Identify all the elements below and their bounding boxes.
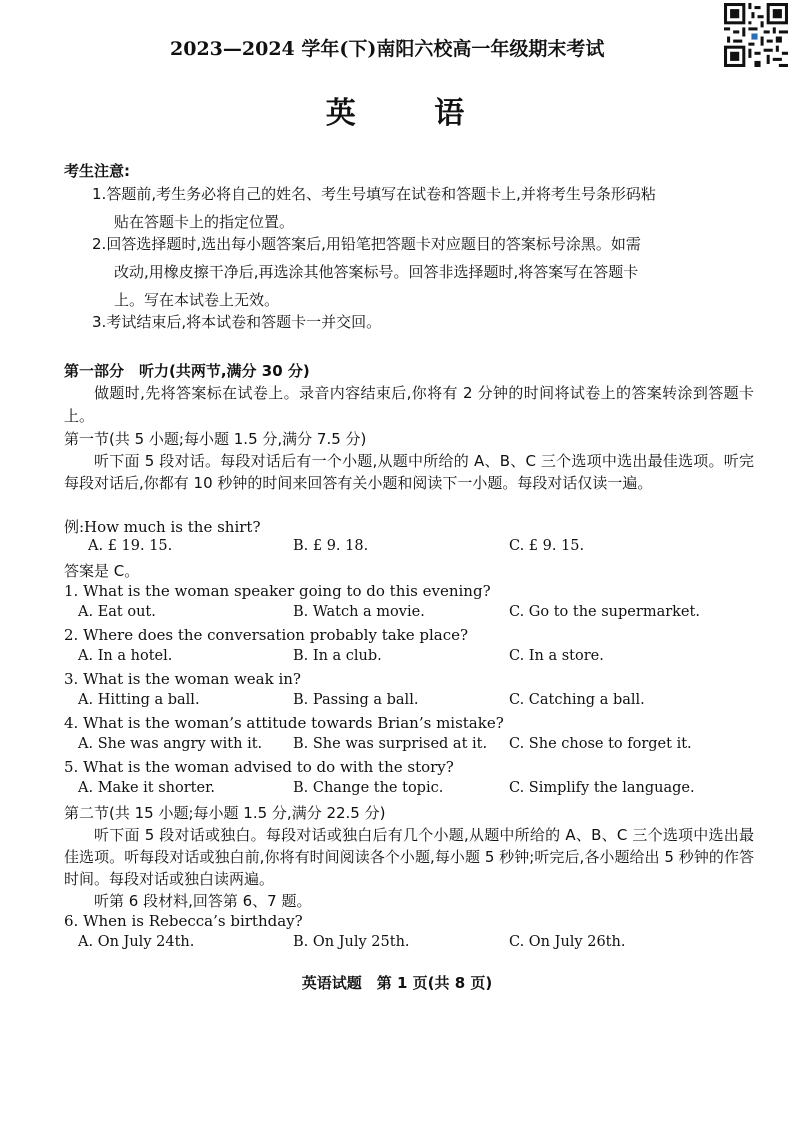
notice-item-number: 3. [92, 313, 107, 331]
notice-item-1 [92, 180, 742, 236]
notice-item-text: 贴在答题卡上的指定位置。 [114, 213, 295, 231]
question-2-option-b: B. In a club. [293, 648, 382, 664]
question-5: 5. What is the woman advised to do with the story? [64, 758, 454, 776]
section2-title: 第二节(共 15 小题;每小题 1.5 分,满分 22.5 分) [64, 804, 386, 822]
example-option-a: A. £ 19. 15. [88, 538, 173, 554]
question-4-option-a: A. She was angry with it. [78, 736, 263, 752]
part1-intro: 做题时,先将答案标在试卷上。录音内容结束后,你将有 2 分钟的时间将试卷上的答案转涂到答题卡上。 [64, 384, 754, 425]
question-3: 3. What is the woman weak in? [64, 670, 301, 688]
question-6-option-a: A. On July 24th. [78, 934, 195, 950]
example-question: 例:How much is the shirt? [64, 518, 261, 536]
example-answer: 答案是 C。 [64, 562, 140, 580]
section2-material: 听第 6 段材料,回答第 6、7 题。 [94, 892, 312, 910]
subject-title: 英 语 [325, 96, 499, 131]
question-3-option-c: C. Catching a ball. [509, 692, 645, 708]
section1-instructions: 听下面 5 段对话。每段对话后有一个小题,从题中所给的 A、B、C 三个选项中选出最佳选项。听完每段对话后,你都有 10 秒钟的时间来回答有关小题和阅读下一小题。每段对话仅读一遍。 [64, 452, 754, 492]
question-1-option-b: B. Watch a movie. [293, 604, 425, 620]
example-option-b: B. £ 9. 18. [293, 538, 369, 554]
part1-title: 第一部分 听力(共两节,满分 30 分) [64, 362, 310, 380]
exam-title: 2023—2024 学年(下)南阳六校高一年级期末考试 [170, 38, 605, 60]
notice-item-text: 上。写在本试卷上无效。 [114, 291, 280, 309]
question-1: 1. What is the woman speaker going to do this evening? [64, 582, 491, 600]
qr-code-icon [724, 2, 788, 68]
question-6-option-b: B. On July 25th. [293, 934, 410, 950]
notice-item-3 [92, 308, 742, 336]
question-6-option-c: C. On July 26th. [509, 934, 626, 950]
question-2-option-a: A. In a hotel. [78, 648, 173, 664]
question-2-option-c: C. In a store. [509, 648, 604, 664]
notice-item-text: 改动,用橡皮擦干净后,再选涂其他答案标号。回答非选择题时,将答案写在答题卡 [114, 263, 639, 281]
question-3-option-b: B. Passing a ball. [293, 692, 419, 708]
notice-item-2 [92, 230, 742, 314]
question-2: 2. Where does the conversation probably take place? [64, 626, 469, 644]
section1-title: 第一节(共 5 小题;每小题 1.5 分,满分 7.5 分) [64, 430, 367, 448]
notice-item-text: 回答选择题时,选出每小题答案后,用铅笔把答题卡对应题目的答案标号涂黑。如需 [106, 235, 641, 253]
question-5-option-b: B. Change the topic. [293, 780, 444, 796]
question-4-option-c: C. She chose to forget it. [509, 736, 692, 752]
notice-item-number: 1. [92, 185, 107, 203]
example-option-c: C. £ 9. 15. [509, 538, 585, 554]
notice-item-text: 答题前,考生务必将自己的姓名、考生号填写在试卷和答题卡上,并将考生号条形码粘 [106, 185, 656, 203]
section2-instructions: 听下面 5 段对话或独白。每段对话或独白后有几个小题,从题中所给的 A、B、C 三个选项中选出最佳选项。听每段对话或独白前,你将有时间阅读各个小题,每小题 5 秒钟;听完后,各小题给出 5 秒钟的作答时间。每段对话或独白读两遍。 [64, 826, 754, 888]
notice-item-number: 2. [92, 235, 107, 253]
question-4: 4. What is the woman’s attitude towards Brian’s mistake? [64, 714, 504, 732]
question-6: 6. When is Rebecca’s birthday? [64, 912, 303, 930]
question-5-option-c: C. Simplify the language. [509, 780, 695, 796]
page-footer: 英语试题 第 1 页(共 8 页) [301, 974, 493, 992]
question-1-option-a: A. Eat out. [78, 604, 156, 620]
notice-item-text: 考试结束后,将本试卷和答题卡一并交回。 [106, 313, 382, 331]
question-3-option-a: A. Hitting a ball. [78, 692, 200, 708]
question-5-option-a: A. Make it shorter. [78, 780, 216, 796]
notice-title: 考生注意: [64, 162, 130, 180]
question-4-option-b: B. She was surprised at it. [293, 736, 488, 752]
question-1-option-c: C. Go to the supermarket. [509, 604, 700, 620]
